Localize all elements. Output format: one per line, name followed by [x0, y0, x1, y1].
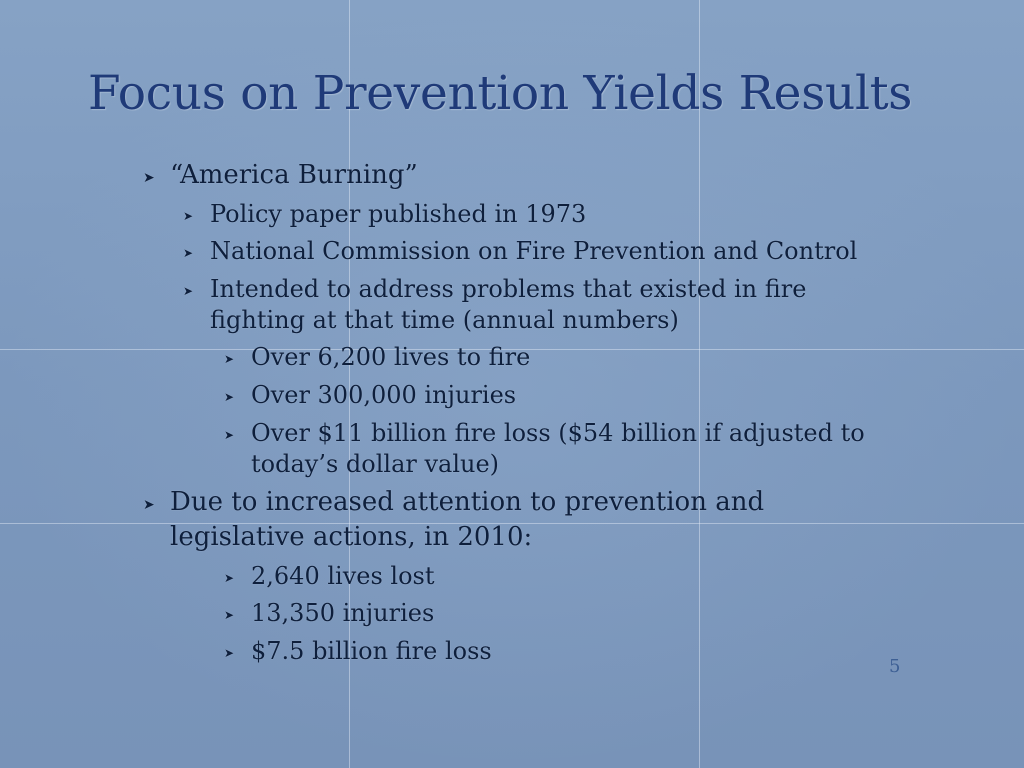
arrowhead-bullet-icon: ➤ — [224, 428, 235, 442]
bullet-text: $7.5 billion fire loss — [251, 637, 492, 665]
bullet-text: “America Burning” — [170, 160, 418, 190]
bullet-item — [224, 418, 914, 480]
bullet-item — [224, 342, 904, 373]
bullet-item — [183, 199, 903, 230]
arrowhead-bullet-icon: ➤ — [224, 571, 235, 585]
bullet-item — [183, 236, 923, 267]
slide-title: Focus on Prevention Yields Results — [88, 66, 913, 121]
bullet-item — [143, 158, 903, 193]
bullet-text: today’s dollar value) — [251, 450, 500, 478]
arrowhead-bullet-icon: ➤ — [183, 284, 194, 298]
bullet-item — [224, 380, 904, 411]
bullet-text: 2,640 lives lost — [251, 562, 435, 590]
arrowhead-bullet-icon: ➤ — [224, 390, 235, 404]
arrowhead-bullet-icon: ➤ — [224, 608, 235, 622]
bullet-text: Over $11 billion fire loss ($54 billion if adjusted to — [251, 419, 865, 447]
bullet-item — [224, 598, 904, 629]
bullet-text: Policy paper published in 1973 — [210, 200, 587, 228]
arrowhead-bullet-icon: ➤ — [224, 352, 235, 366]
arrowhead-bullet-icon: ➤ — [143, 497, 155, 513]
bullet-text: Intended to address problems that existed in fire — [210, 275, 807, 303]
bullet-item — [224, 636, 904, 667]
bullet-text: Over 6,200 lives to fire — [251, 343, 531, 371]
bullet-text: National Commission on Fire Prevention and Control — [210, 237, 858, 265]
bullet-item — [224, 561, 904, 592]
arrowhead-bullet-icon: ➤ — [183, 246, 194, 260]
bullet-text: 13,350 injuries — [251, 599, 435, 627]
bullet-text: fighting at that time (annual numbers) — [210, 306, 679, 334]
slide-number: 5 — [889, 656, 901, 677]
bullet-text: Over 300,000 injuries — [251, 381, 517, 409]
bullet-item — [143, 485, 903, 555]
arrowhead-bullet-icon: ➤ — [183, 209, 194, 223]
arrowhead-bullet-icon: ➤ — [143, 170, 155, 186]
arrowhead-bullet-icon: ➤ — [224, 646, 235, 660]
bullet-item — [183, 274, 903, 336]
bullet-text: legislative actions, in 2010: — [170, 522, 533, 552]
bullet-text: Due to increased attention to prevention and — [170, 487, 765, 517]
